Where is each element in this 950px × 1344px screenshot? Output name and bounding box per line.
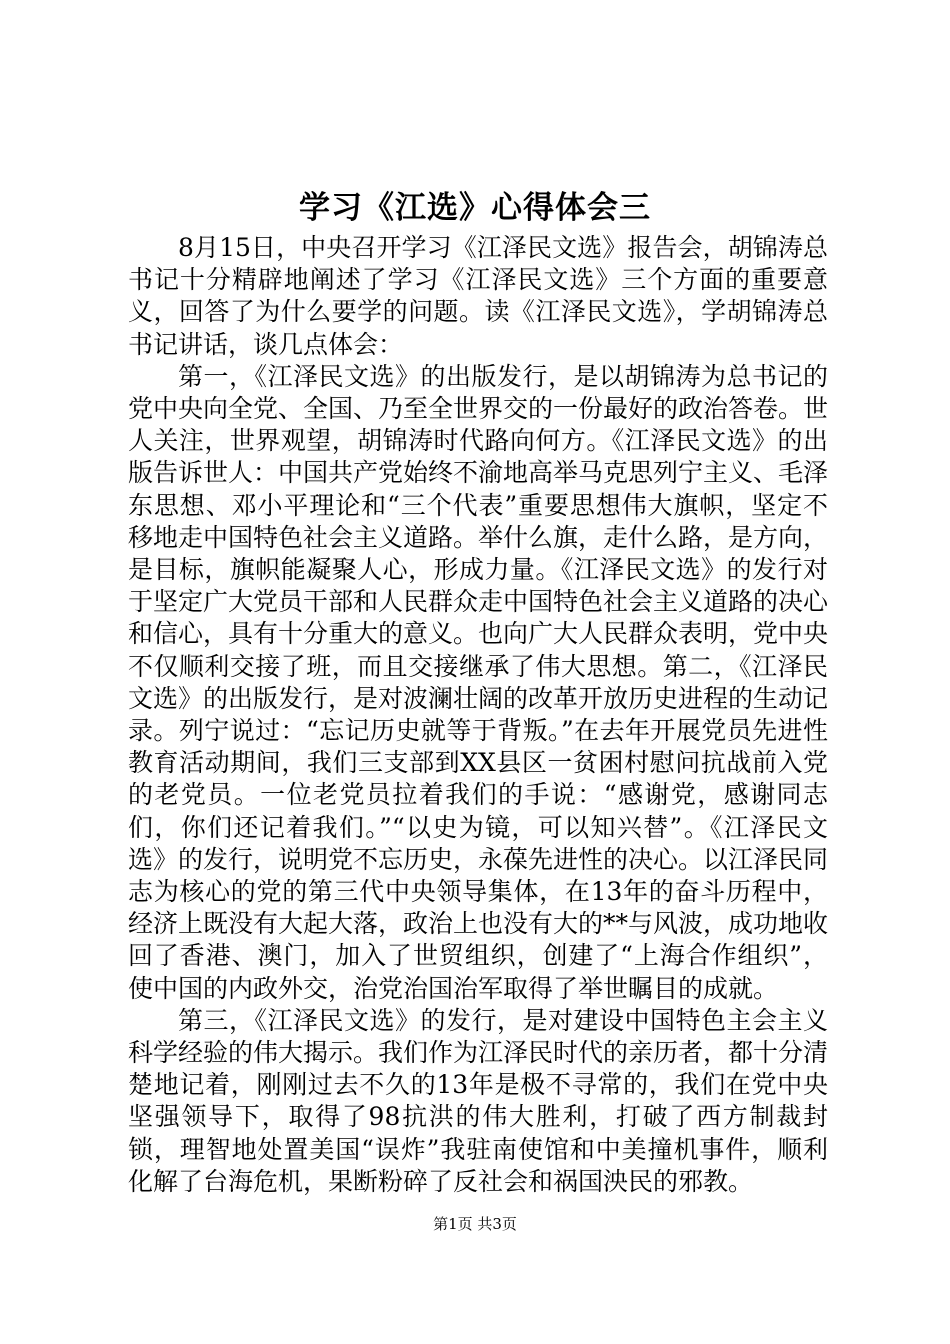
document-body	[128, 232, 828, 1198]
paragraph-first-second: 第一，《江泽民文选》的出版发行，是以胡锦涛为总书记的党中央向全党、全国、乃至全世界交的一份最好的政治答卷。世人关注，世界观望，胡锦涛时代路向何方。《江泽民文选》的出版告诉世人：中国共产党始终不渝地高举马克思列宁主义、毛泽东思想、邓小平理论和“三个代表”重要思想伟大旗帜，坚定不移地走中国特色社会主义道路。举什么旗，走什么路，是方向，是目标，旗帜能凝聚人心，形成力量。《江泽民文选》的发行对于坚定广大党员干部和人民群众走中国特色社会主义道路的决心和信心，具有十分重大的意义。也向广大人民群众表明，党中央不仅顺利交接了班，而且交接继承了伟大思想。第二，《江泽民文选》的出版发行，是对波澜壮阔的改革开放历史进程的生动记录。列宁说过：“忘记历史就等于背叛。”在去年开展党员先进性教育活动期间，我们三支部到XX县区一贫困村慰问抗战前入党的老党员。一位老党员拉着我们的手说：“感谢党，感谢同志们，你们还记着我们。”“以史为镜，可以知兴替”。《江泽民文选》的发行，说明党不忘历史，永葆先进性的决心。以江泽民同志为核心的党的第三代中央领导集体，在13年的奋斗历程中，经济上既没有大起大落，政治上也没有大的**与风波，成功地收回了香港、澳门，加入了世贸组织，创建了“上海合作组织”，使中国的内政外交，治党治国治军取得了举世瞩目的成就。	[128, 361, 829, 1003]
paragraph-third: 第三，《江泽民文选》的发行，是对建设中国特色主会主义科学经验的伟大揭示。我们作为江泽民时代的亲历者，都十分清楚地记着，刚刚过去不久的13年是极不寻常的，我们在党中央坚强领导下，取得了98抗洪的伟大胜利，打破了西方制裁封锁，理智地处置美国“误炸”我驻南使馆和中美撞机事件，顺利化解了台海危机，果断粉碎了反社会和祸国泱民的邪教。	[128, 1005, 829, 1196]
paragraph-intro: 8月15日，中央召开学习《江泽民文选》报告会，胡锦涛总书记十分精辟地阐述了学习《江泽民文选》三个方面的重要意义，回答了为什么要学的问题。读《江泽民文选》，学胡锦涛总书记讲话，谈几点体会：	[128, 233, 828, 359]
document-title: 学习《江选》心得体会三	[299, 190, 651, 226]
page-footer: 第1页 共3页	[433, 1215, 517, 1233]
